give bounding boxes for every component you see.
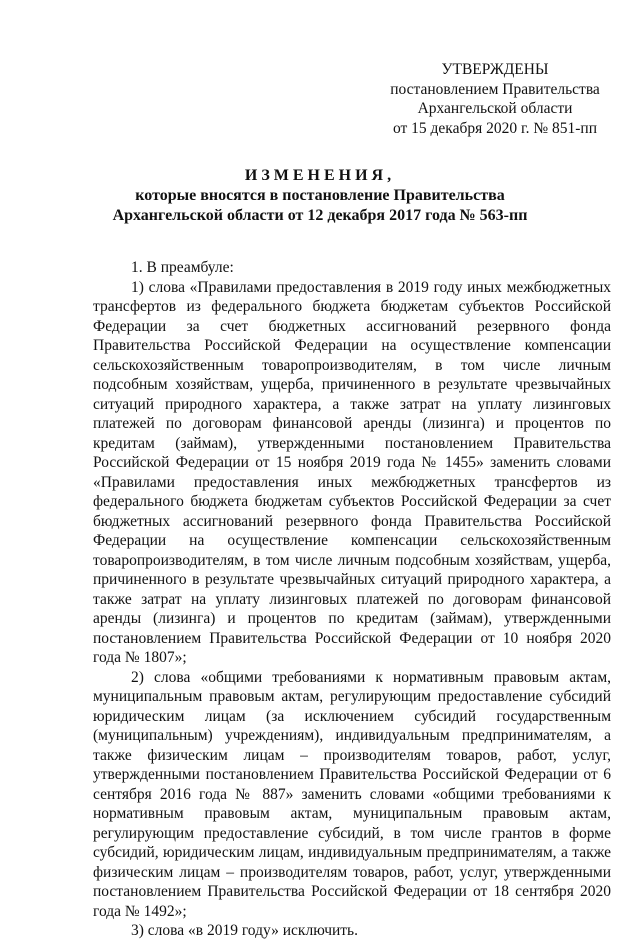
subitem-2: 2) слова «общими требованиями к нормативным правовым актам, муниципальным правовым актам, регулирующим предоставление субсидий юридическим лицам (за исключением субсидий государственным (муниципальным) учреждениям), индивидуальным предпринимателям, а также физическим лицам – производителям товаров, работ, услуг, утвержденными постановлением Правительства Российской Федерации от 6 сентября 2016 года № 887» заменить словами «общими требованиями к нормативным правовым актам, муниципальным правовым актам, регулирующим предоставление субсидий, в том числе грантов в форме субсидий, юридическим лицам, индивидуальным предпринимателям, а также физическим лицам – производителям товаров, работ, услуг, утвержденными постановлением Правительства Российской Федерации от 18 сентября 2020 года № 1492»; [93,668,611,920]
approval-date: от 15 декабря 2020 г. № 851-пп [392,119,598,137]
subitem-3: 3) слова «в 2019 году» исключить. [131,922,358,939]
approval-line: Архангельской области [417,100,573,117]
document-subtitle: которые вносятся в постановление Правительства [135,187,505,204]
approval-block [380,60,610,138]
section-item-1: 1. В преамбуле: [131,259,234,276]
document-body [93,258,611,941]
approval-title: УТВЕРЖДЕНЫ [441,61,549,78]
document-title: ИЗМЕНЕНИЯ, [244,167,396,184]
approval-line: постановлением Правительства [390,80,600,98]
document-subtitle: Архангельской области от 12 декабря 2017 года № 563-пп [112,207,528,224]
subitem-1: 1) слова «Правилами предоставления в 2019 году иных межбюджетных трансфертов из федерального бюджета бюджетам субъектов Российской Федерации за счет бюджетных ассигнований резервного фонда Правительства Российской Федерации на осуществление компенсации сельскохозяйственным товаропроизводителям, в том числе личным подсобным хозяйствам, ущерба, причиненного в результате чрезвычайных ситуаций природного характера, а также затрат на уплату лизинговых платежей по договорам финансовой аренды (лизинга) и процентов по кредитам (займам), утвержденными постановлением Правительства Российской Федерации от 15 ноября 2019 года № 1455» заменить словами «Правилами предоставления иных межбюджетных трансфертов из федерального бюджета бюджетам субъектов Российской Федерации за счет бюджетных ассигнований резервного фонда Правительства Российской Федерации на осуществление компенсации сельскохозяйственным товаропроизводителям, в том числе личным подсобным хозяйствам, ущерба, причиненного в результате чрезвычайных ситуаций природного характера, а также затрат на уплату лизинговых платежей по договорам финансовой аренды (лизинга) и процентов по кредитам (займам), утвержденными постановлением Правительства Российской Федерации от 10 ноября 2020 года № 1807»; [93,278,611,666]
document-heading [60,166,580,226]
